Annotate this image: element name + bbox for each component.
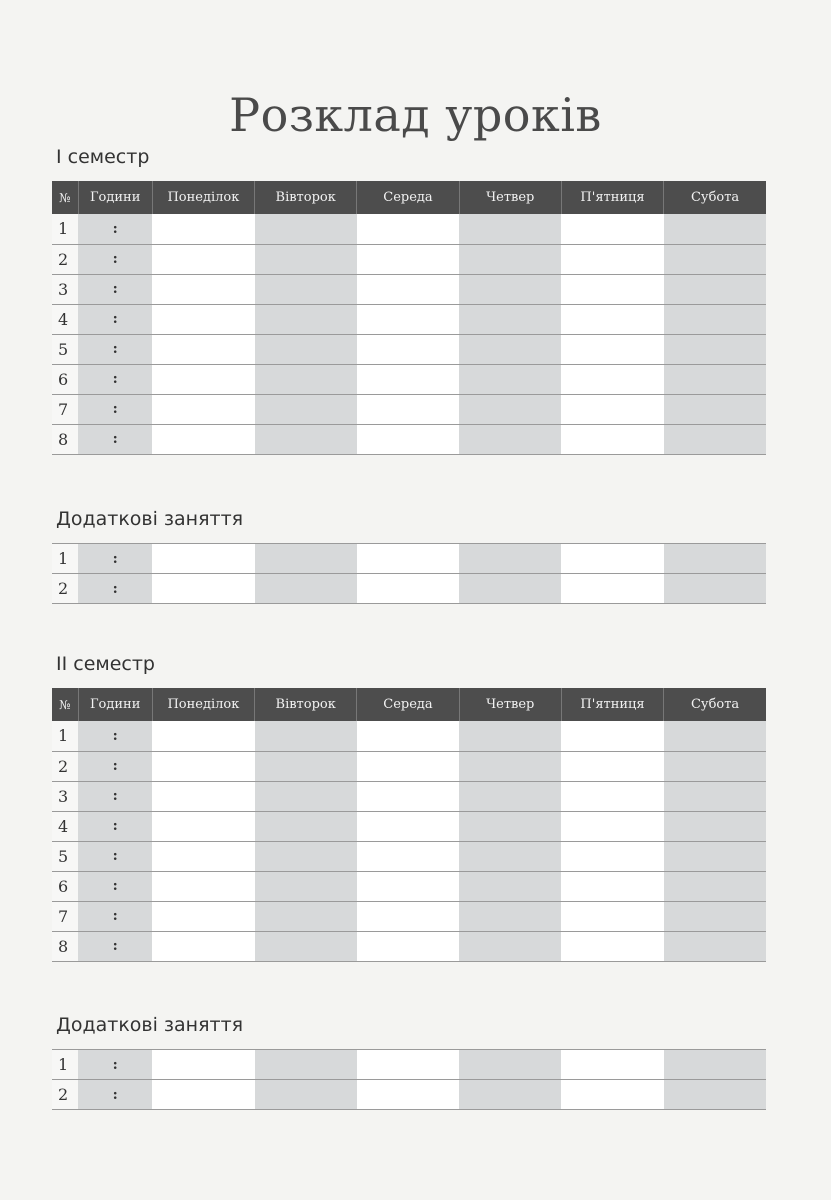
lesson-cell[interactable] xyxy=(664,424,766,454)
lesson-cell[interactable] xyxy=(664,214,766,244)
lesson-row xyxy=(52,214,766,244)
lesson-cell[interactable] xyxy=(255,931,357,961)
lesson-cell[interactable] xyxy=(152,274,254,304)
lesson-cell[interactable] xyxy=(152,1080,254,1110)
lesson-cell[interactable] xyxy=(357,424,459,454)
column-header: Четвер xyxy=(459,181,561,214)
lesson-cell[interactable] xyxy=(459,871,561,901)
lesson-cell[interactable] xyxy=(664,721,766,751)
lesson-row xyxy=(52,364,766,394)
lesson-cell[interactable] xyxy=(357,304,459,334)
lesson-row xyxy=(52,1050,766,1080)
lesson-row xyxy=(52,751,766,781)
column-header: Понеділок xyxy=(152,181,254,214)
lesson-cell[interactable] xyxy=(561,544,663,574)
lesson-cell[interactable] xyxy=(561,334,663,364)
lesson-time[interactable]: : xyxy=(78,544,152,574)
semester-1-title: I семестр xyxy=(56,146,150,168)
lesson-number: 7 xyxy=(52,901,78,931)
lesson-cell[interactable] xyxy=(561,424,663,454)
lesson-cell[interactable] xyxy=(561,721,663,751)
lesson-cell[interactable] xyxy=(357,751,459,781)
lesson-cell[interactable] xyxy=(561,244,663,274)
lesson-cell[interactable] xyxy=(357,214,459,244)
lesson-time[interactable]: : xyxy=(78,1080,152,1110)
lesson-cell[interactable] xyxy=(459,841,561,871)
header-row xyxy=(52,688,766,721)
lesson-number: 1 xyxy=(52,721,78,751)
semester-1-timetable xyxy=(52,181,766,455)
lesson-number: 3 xyxy=(52,781,78,811)
lesson-cell[interactable] xyxy=(152,721,254,751)
lesson-cell[interactable] xyxy=(664,394,766,424)
lesson-cell[interactable] xyxy=(459,244,561,274)
lesson-row xyxy=(52,274,766,304)
lesson-row xyxy=(52,544,766,574)
column-header: Середа xyxy=(357,688,459,721)
lesson-row xyxy=(52,781,766,811)
lesson-row xyxy=(52,304,766,334)
lesson-cell[interactable] xyxy=(459,721,561,751)
lesson-row xyxy=(52,334,766,364)
lesson-cell[interactable] xyxy=(459,931,561,961)
lesson-cell[interactable] xyxy=(561,274,663,304)
lesson-row xyxy=(52,394,766,424)
column-header: Субота xyxy=(664,181,766,214)
column-header: Вівторок xyxy=(255,181,357,214)
lesson-cell[interactable] xyxy=(561,394,663,424)
lesson-cell[interactable] xyxy=(357,841,459,871)
lesson-time[interactable]: : xyxy=(78,394,152,424)
lesson-cell[interactable] xyxy=(152,544,254,574)
lesson-cell[interactable] xyxy=(255,1050,357,1080)
lesson-cell[interactable] xyxy=(459,304,561,334)
lesson-cell[interactable] xyxy=(561,304,663,334)
lesson-cell[interactable] xyxy=(152,901,254,931)
lesson-number: 1 xyxy=(52,1050,78,1080)
lesson-cell[interactable] xyxy=(459,901,561,931)
lesson-cell[interactable] xyxy=(561,364,663,394)
lesson-cell[interactable] xyxy=(459,1080,561,1110)
lesson-number: 2 xyxy=(52,751,78,781)
lesson-cell[interactable] xyxy=(255,901,357,931)
lesson-cell[interactable] xyxy=(357,544,459,574)
lesson-cell[interactable] xyxy=(459,334,561,364)
lesson-cell[interactable] xyxy=(459,781,561,811)
lesson-cell[interactable] xyxy=(255,781,357,811)
lesson-row xyxy=(52,721,766,751)
lesson-cell[interactable] xyxy=(152,871,254,901)
lesson-cell[interactable] xyxy=(152,244,254,274)
semester-2-title: II семестр xyxy=(56,653,155,675)
lesson-number: 2 xyxy=(52,1080,78,1110)
lesson-row xyxy=(52,811,766,841)
lesson-number: 8 xyxy=(52,931,78,961)
lesson-cell[interactable] xyxy=(561,811,663,841)
lesson-cell[interactable] xyxy=(152,811,254,841)
lesson-row xyxy=(52,1080,766,1110)
lesson-cell[interactable] xyxy=(255,424,357,454)
lesson-number: 4 xyxy=(52,304,78,334)
page-title: Розклад уроків xyxy=(229,88,602,142)
column-header: Четвер xyxy=(459,688,561,721)
lesson-cell[interactable] xyxy=(357,1050,459,1080)
lesson-cell[interactable] xyxy=(357,781,459,811)
lesson-cell[interactable] xyxy=(357,871,459,901)
lesson-cell[interactable] xyxy=(561,871,663,901)
lesson-row xyxy=(52,901,766,931)
lesson-cell[interactable] xyxy=(255,304,357,334)
lesson-number: 5 xyxy=(52,334,78,364)
lesson-cell[interactable] xyxy=(357,721,459,751)
lesson-time[interactable]: : xyxy=(78,1050,152,1080)
lesson-cell[interactable] xyxy=(255,721,357,751)
lesson-number: 6 xyxy=(52,364,78,394)
lesson-time[interactable]: : xyxy=(78,721,152,751)
lesson-cell[interactable] xyxy=(664,574,766,604)
lesson-time[interactable]: : xyxy=(78,751,152,781)
lesson-time[interactable]: : xyxy=(78,274,152,304)
lesson-cell[interactable] xyxy=(357,1080,459,1110)
lesson-cell[interactable] xyxy=(664,811,766,841)
lesson-row xyxy=(52,244,766,274)
lesson-number: 7 xyxy=(52,394,78,424)
lesson-number: 1 xyxy=(52,214,78,244)
lesson-cell[interactable] xyxy=(152,841,254,871)
lesson-cell[interactable] xyxy=(357,244,459,274)
lesson-cell[interactable] xyxy=(152,931,254,961)
column-header: Години xyxy=(78,688,152,721)
lesson-cell[interactable] xyxy=(459,274,561,304)
lesson-cell[interactable] xyxy=(357,574,459,604)
lesson-cell[interactable] xyxy=(664,751,766,781)
lesson-cell[interactable] xyxy=(152,424,254,454)
lesson-time[interactable]: : xyxy=(78,811,152,841)
lesson-cell[interactable] xyxy=(561,901,663,931)
lesson-time[interactable]: : xyxy=(78,244,152,274)
lesson-cell[interactable] xyxy=(152,364,254,394)
column-header: Понеділок xyxy=(152,688,254,721)
lesson-cell[interactable] xyxy=(459,574,561,604)
lesson-cell[interactable] xyxy=(152,781,254,811)
lesson-number: 2 xyxy=(52,244,78,274)
semester-2-extra-table xyxy=(52,1049,766,1110)
column-header: Години xyxy=(78,181,152,214)
lesson-cell[interactable] xyxy=(255,841,357,871)
lesson-cell[interactable] xyxy=(255,871,357,901)
lesson-cell[interactable] xyxy=(255,244,357,274)
lesson-row xyxy=(52,424,766,454)
lesson-cell[interactable] xyxy=(255,544,357,574)
lesson-row xyxy=(52,871,766,901)
lesson-cell[interactable] xyxy=(664,1080,766,1110)
lesson-time[interactable]: : xyxy=(78,574,152,604)
lesson-cell[interactable] xyxy=(459,424,561,454)
column-header: П'ятниця xyxy=(561,688,663,721)
lesson-cell[interactable] xyxy=(561,751,663,781)
lesson-cell[interactable] xyxy=(459,751,561,781)
lesson-cell[interactable] xyxy=(357,364,459,394)
column-header: № xyxy=(52,181,78,214)
lesson-cell[interactable] xyxy=(152,304,254,334)
lesson-time[interactable]: : xyxy=(78,871,152,901)
lesson-cell[interactable] xyxy=(664,244,766,274)
column-header: Вівторок xyxy=(255,688,357,721)
lesson-row xyxy=(52,931,766,961)
lesson-cell[interactable] xyxy=(459,214,561,244)
lesson-number: 1 xyxy=(52,544,78,574)
lesson-cell[interactable] xyxy=(459,1050,561,1080)
lesson-cell[interactable] xyxy=(664,931,766,961)
column-header: П'ятниця xyxy=(561,181,663,214)
lesson-time[interactable]: : xyxy=(78,841,152,871)
lesson-cell[interactable] xyxy=(357,811,459,841)
lesson-cell[interactable] xyxy=(561,841,663,871)
lesson-time[interactable]: : xyxy=(78,214,152,244)
lesson-time[interactable]: : xyxy=(78,901,152,931)
column-header: Середа xyxy=(357,181,459,214)
lesson-cell[interactable] xyxy=(255,334,357,364)
lesson-number: 3 xyxy=(52,274,78,304)
lesson-time[interactable]: : xyxy=(78,424,152,454)
lesson-number: 8 xyxy=(52,424,78,454)
lesson-cell[interactable] xyxy=(664,781,766,811)
lesson-cell[interactable] xyxy=(664,364,766,394)
lesson-cell[interactable] xyxy=(152,1050,254,1080)
lesson-cell[interactable] xyxy=(459,544,561,574)
lesson-number: 5 xyxy=(52,841,78,871)
lesson-cell[interactable] xyxy=(255,274,357,304)
lesson-cell[interactable] xyxy=(255,1080,357,1110)
lesson-time[interactable]: : xyxy=(78,781,152,811)
lesson-cell[interactable] xyxy=(664,901,766,931)
lesson-cell[interactable] xyxy=(152,574,254,604)
lesson-cell[interactable] xyxy=(152,394,254,424)
lesson-time[interactable]: : xyxy=(78,304,152,334)
lesson-cell[interactable] xyxy=(357,394,459,424)
lesson-cell[interactable] xyxy=(561,1050,663,1080)
lesson-cell[interactable] xyxy=(561,931,663,961)
semester-1-extra-table xyxy=(52,543,766,604)
lesson-cell[interactable] xyxy=(357,274,459,304)
lesson-cell[interactable] xyxy=(357,931,459,961)
column-header: Субота xyxy=(664,688,766,721)
lesson-time[interactable]: : xyxy=(78,334,152,364)
header-row xyxy=(52,181,766,214)
lesson-cell[interactable] xyxy=(255,364,357,394)
column-header: № xyxy=(52,688,78,721)
lesson-number: 4 xyxy=(52,811,78,841)
lesson-cell[interactable] xyxy=(255,574,357,604)
lesson-cell[interactable] xyxy=(255,811,357,841)
lesson-cell[interactable] xyxy=(357,334,459,364)
lesson-cell[interactable] xyxy=(664,1050,766,1080)
lesson-number: 2 xyxy=(52,574,78,604)
semester-2-timetable xyxy=(52,688,766,962)
semester-1-extra-title: Додаткові заняття xyxy=(56,508,244,530)
lesson-cell[interactable] xyxy=(664,871,766,901)
lesson-cell[interactable] xyxy=(561,214,663,244)
lesson-cell[interactable] xyxy=(664,274,766,304)
lesson-cell[interactable] xyxy=(152,751,254,781)
lesson-cell[interactable] xyxy=(561,781,663,811)
lesson-cell[interactable] xyxy=(255,751,357,781)
lesson-time[interactable]: : xyxy=(78,364,152,394)
lesson-cell[interactable] xyxy=(459,364,561,394)
lesson-cell[interactable] xyxy=(255,394,357,424)
lesson-cell[interactable] xyxy=(664,544,766,574)
lesson-cell[interactable] xyxy=(152,334,254,364)
lesson-cell[interactable] xyxy=(255,214,357,244)
lesson-cell[interactable] xyxy=(561,574,663,604)
semester-2-extra-title: Додаткові заняття xyxy=(56,1014,244,1036)
lesson-cell[interactable] xyxy=(357,901,459,931)
lesson-cell[interactable] xyxy=(664,841,766,871)
lesson-number: 6 xyxy=(52,871,78,901)
lesson-cell[interactable] xyxy=(561,1080,663,1110)
lesson-cell[interactable] xyxy=(459,394,561,424)
lesson-cell[interactable] xyxy=(664,334,766,364)
lesson-cell[interactable] xyxy=(459,811,561,841)
lesson-cell[interactable] xyxy=(152,214,254,244)
lesson-cell[interactable] xyxy=(664,304,766,334)
lesson-row xyxy=(52,841,766,871)
lesson-row xyxy=(52,574,766,604)
lesson-time[interactable]: : xyxy=(78,931,152,961)
